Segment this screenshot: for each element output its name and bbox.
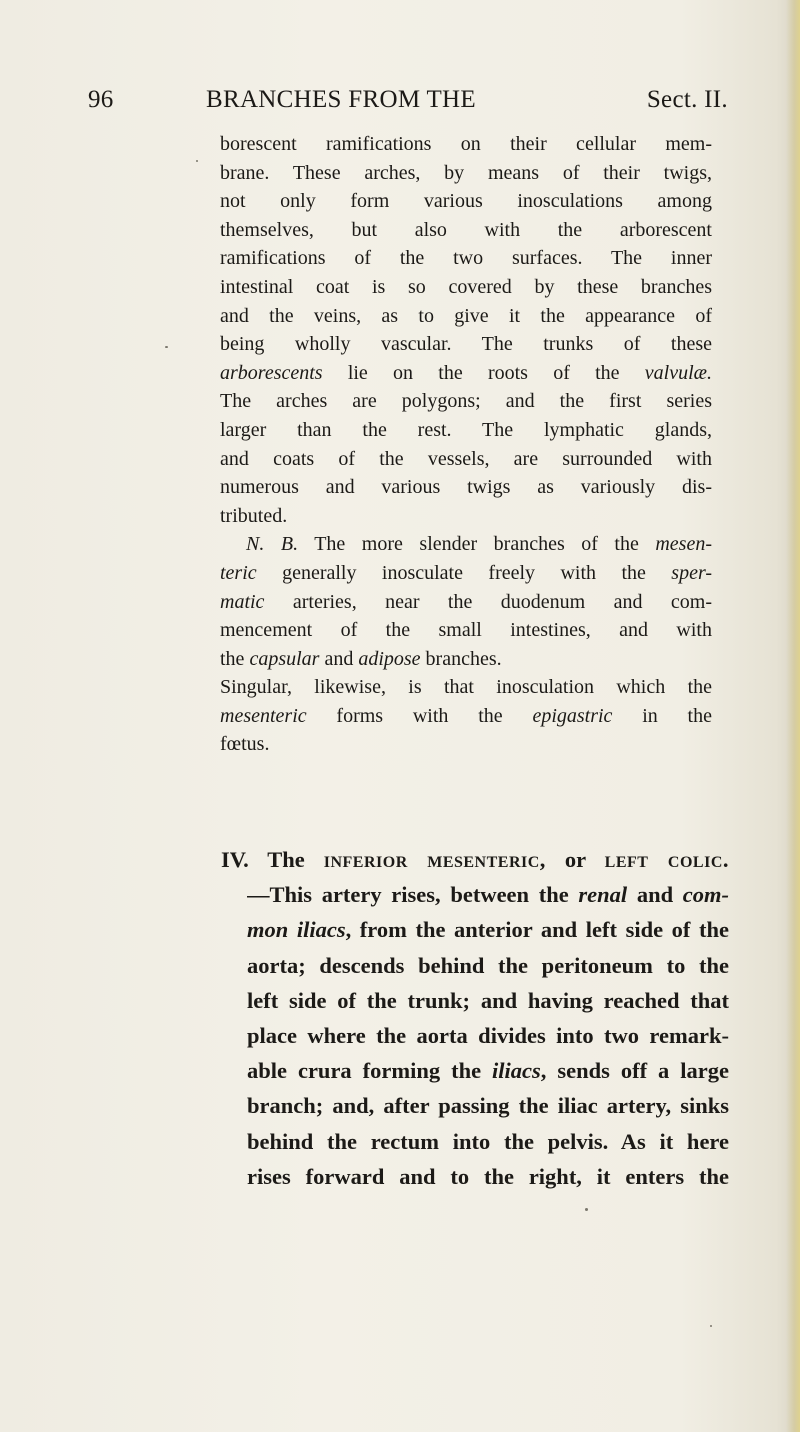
text-line: and coats of the vessels, are surrounded with [220,447,712,470]
paper-speck [710,1325,712,1327]
text-line: numerous and various twigs as variously dis- [220,476,712,499]
page-edge-gilding [786,0,800,1432]
text-line: The arches are polygons; and the first series [220,390,712,413]
term-mesenteric: mesenteric [220,704,307,727]
text-run: branches. [420,647,502,670]
section-reference: Sect. II. [646,86,728,113]
section-iv [221,842,729,1194]
page-header [88,86,728,126]
term-common: com- [682,882,729,908]
text-run: The [248,847,324,872]
nota-bene-mark: N. B. [246,533,299,556]
text-line: Singular, likewise, is that inosculation which the [220,676,712,699]
text-run: generally inosculate freely with the [256,561,672,584]
text-line: behind the rectum into the pelvis. As it here [247,1128,729,1154]
section-title: inferior mesenteric, [323,847,546,872]
term-spermatic: sper- [671,561,712,584]
term-adipose: adipose [358,647,421,670]
text-run: or [545,847,605,872]
term-renal: renal [578,882,628,908]
text-run: and [319,647,359,670]
page-number: 96 [88,86,114,113]
text-line: aorta; descends behind the peritoneum to the [247,952,729,978]
text-line: brane. These arches, by means of their twigs, [220,161,712,184]
term-iliacs: iliacs [492,1058,541,1084]
text-line [247,877,729,912]
text-line: fœtus. [220,733,270,756]
text-line: left side of the trunk; and having reached that [247,987,729,1013]
text-line: intestinal coat is so covered by these branches [220,275,712,298]
text-line [247,1053,729,1088]
term-common-iliacs: mon iliacs [247,917,346,943]
text-run: and [627,882,683,908]
text-run: in the [612,704,712,727]
text-run: the [220,647,250,670]
term-arborescents: arborescents [220,361,323,384]
term-valvulae: valvulæ. [644,361,712,384]
section-title-alt: left colic. [604,847,729,872]
text-run: forms with the [306,704,533,727]
text-run: —This artery rises, between the [247,882,579,908]
text-line [220,702,712,731]
text-line: ramifications of the two surfaces. The inner [220,247,712,270]
text-line: larger than the rest. The lymphatic glands, [220,418,712,441]
text-line: mencement of the small intestines, and with [220,619,712,642]
text-run: The more slender branches of the [298,533,656,556]
text-line: tributed. [220,504,288,527]
body-text [220,130,712,759]
term-epigastric: epigastric [532,704,613,727]
nota-bene-line [220,530,712,559]
text-line: branch; and, after passing the iliac artery, sinks [247,1093,729,1119]
term-mesenteric: mesen- [655,533,712,556]
text-line: rises forward and to the right, it enters the [247,1163,729,1189]
text-line [220,559,712,588]
text-run: , sends off a large [540,1058,729,1084]
text-line [247,912,729,947]
section-numeral: IV. [221,847,249,872]
term-capsular: capsular [249,647,320,670]
text-run: able crura forming the [247,1058,493,1084]
term-matic: matic [220,590,265,613]
text-line [220,359,712,388]
section-heading [221,842,729,877]
text-line: not only form various inosculations among [220,190,712,213]
text-line: being wholly vascular. The trunks of these [220,333,712,356]
term-teric: teric [220,561,257,584]
text-run: arteries, near the duodenum and com- [264,590,712,613]
paper-speck [165,346,168,348]
running-head: BRANCHES FROM THE [206,86,476,113]
text-line: place where the aorta divides into two remark- [247,1022,729,1048]
text-line [220,645,712,674]
text-run: lie on the roots of the [322,361,645,384]
text-line: borescent ramifications on their cellular mem- [220,133,712,155]
text-line: and the veins, as to give it the appearance of [220,304,712,327]
text-line [220,588,712,617]
text-run: , from the anterior and left side of the [345,917,729,943]
paper-speck [585,1208,588,1211]
text-line: themselves, but also with the arborescent [220,218,712,241]
paper-speck [196,160,198,162]
